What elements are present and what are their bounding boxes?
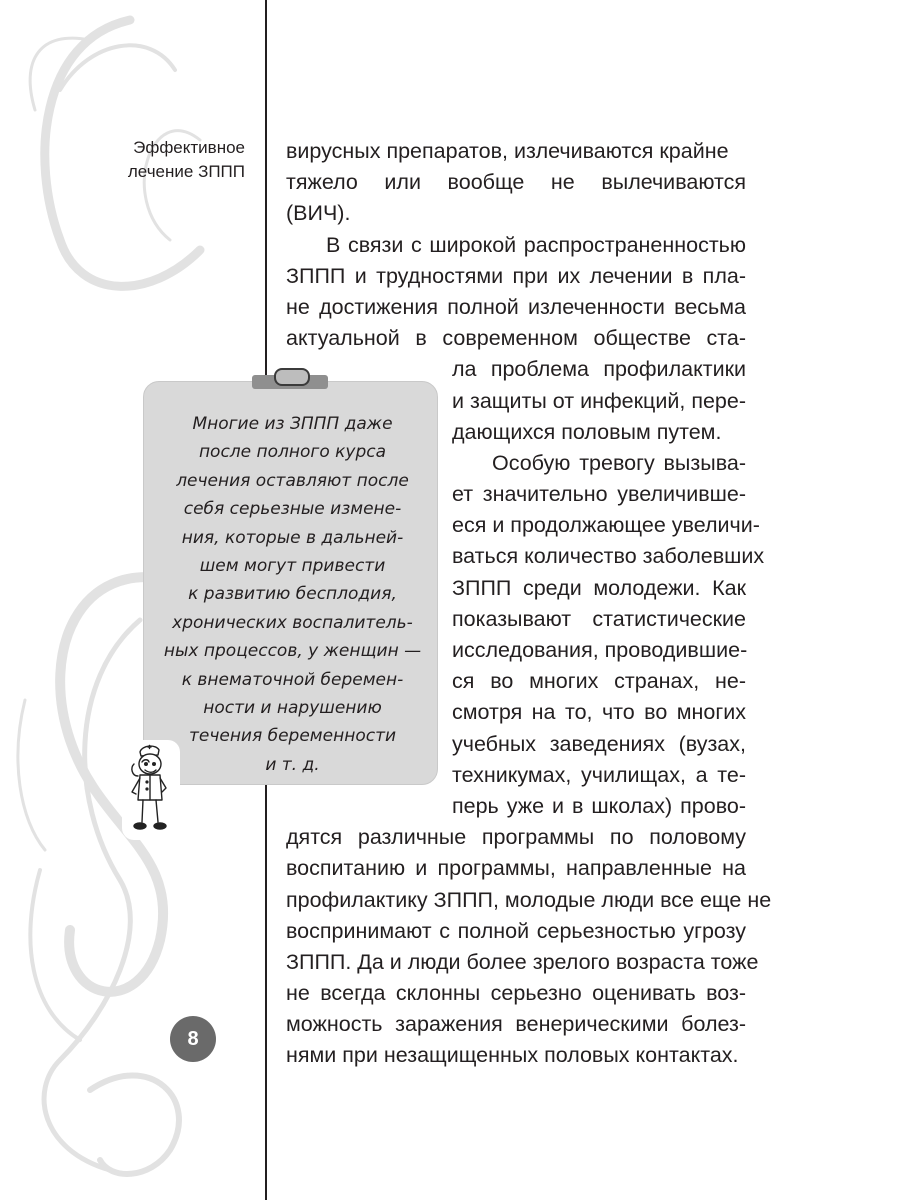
text-line: можность заражения венерическими болез- bbox=[286, 1012, 746, 1037]
text-line: учебных заведениях (вузах, bbox=[452, 731, 746, 756]
callout-line: течения беременности bbox=[188, 726, 397, 747]
text-line: (ВИЧ). bbox=[286, 201, 351, 226]
text-line: показывают статистические bbox=[452, 606, 746, 631]
text-line: нями при незащищенных половых контактах. bbox=[286, 1043, 739, 1068]
callout-line: хронических воспалитель- bbox=[172, 612, 413, 633]
callout-line: ных процессов, у женщин — bbox=[163, 641, 422, 662]
text-line: тяжело или вообще не вылечиваются bbox=[286, 170, 746, 195]
text-line: дающихся половым путем. bbox=[452, 419, 722, 444]
callout-line: к внематочной беремен- bbox=[181, 669, 404, 690]
text-line: воспринимают с полной серьезностью угрозу bbox=[286, 918, 746, 943]
callout-line: Многие из ЗППП даже bbox=[192, 414, 393, 434]
callout-line: после полного курса bbox=[198, 442, 387, 463]
callout-line: шем могут привести bbox=[199, 556, 386, 577]
text-line: исследования, проводившие- bbox=[452, 638, 748, 662]
text-line: не всегда склонны серьезно оценивать воз- bbox=[286, 981, 746, 1006]
running-header bbox=[80, 136, 245, 184]
text-line: вирусных препаратов, излечиваются крайне bbox=[286, 139, 729, 163]
text-line: ЗППП среди молодежи. Как bbox=[452, 575, 746, 600]
text-line: и защиты от инфекций, пере- bbox=[452, 388, 746, 413]
text-line: ла проблема профилактики bbox=[452, 357, 746, 382]
text-line: ет значительно увеличивше- bbox=[452, 482, 746, 507]
callout-line: и т. д. bbox=[265, 754, 320, 775]
text-line: ваться количество заболевших bbox=[452, 544, 765, 569]
text-line: не достижения полной излеченности весьма bbox=[286, 294, 746, 319]
text-line: еся и продолжающее увеличи- bbox=[452, 513, 760, 538]
text-line: ся во многих странах, не- bbox=[452, 669, 746, 694]
text-line: профилактику ЗППП, молодые люди все еще не bbox=[286, 887, 772, 912]
callout-line: лечения оставляют после bbox=[176, 470, 409, 491]
text-line: В связи с широкой распространенностью bbox=[326, 232, 746, 257]
text-line: воспитанию и программы, направленные на bbox=[286, 856, 746, 881]
callout-line: ния, которые в дальней- bbox=[181, 527, 404, 548]
text-line: смотря на то, что во многих bbox=[452, 700, 746, 725]
section-title-line: Эффективное bbox=[133, 138, 245, 157]
section-title-line: лечение ЗППП bbox=[127, 162, 245, 181]
callout-line: к развитию бесплодия, bbox=[188, 584, 397, 605]
doctor-character-icon bbox=[126, 742, 176, 838]
text-line: ЗППП и трудностями при их лечении в пла- bbox=[286, 263, 746, 288]
text-line: техникумах, училищах, а те- bbox=[452, 762, 746, 787]
text-line: актуальной в современном обществе ста- bbox=[286, 326, 746, 351]
text-line: перь уже и в школах) прово- bbox=[452, 793, 746, 818]
clip-knob-icon bbox=[274, 368, 310, 386]
page-number-badge: 8 bbox=[170, 1016, 216, 1062]
text-line: дятся различные программы по половому bbox=[286, 825, 746, 850]
callout-text bbox=[150, 410, 435, 779]
text-line: ЗППП. Да и люди более зрелого возраста тоже bbox=[286, 949, 759, 974]
callout-line: ности и нарушению bbox=[203, 698, 382, 719]
text-line: Особую тревогу вызыва- bbox=[492, 450, 746, 475]
callout-line: себя серьезные измене- bbox=[183, 499, 402, 520]
